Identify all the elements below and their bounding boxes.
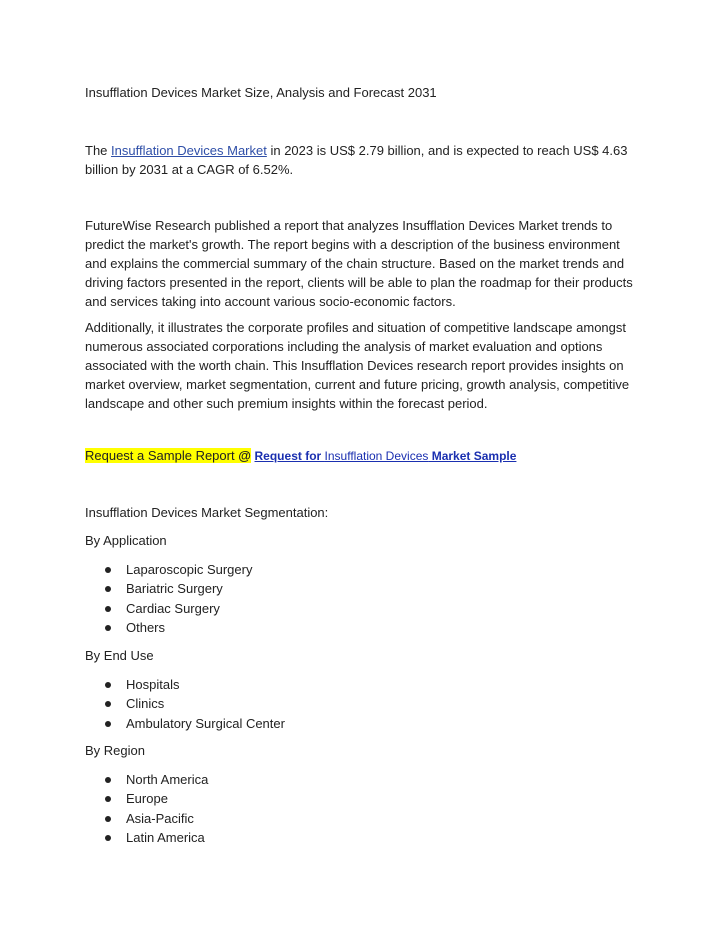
bullet-icon xyxy=(105,701,111,707)
list-item-label: Europe xyxy=(126,791,168,807)
request-sample-line xyxy=(85,448,516,463)
request-link-part-2: Insufflation Devices xyxy=(324,449,429,463)
list-item xyxy=(85,809,208,828)
list-item-label: Ambulatory Surgical Center xyxy=(126,715,285,731)
market-link[interactable]: Insufflation Devices Market xyxy=(111,143,267,158)
list-item xyxy=(85,560,252,579)
list-item-label: Bariatric Surgery xyxy=(126,581,223,597)
list-item-label: North America xyxy=(126,772,209,787)
description-paragraph-1: FutureWise Research published a report that analyzes Insufflation Devices Market trends to predict the market's growth. The report begins with a description of the business environment and explains the commercial summary of the chain structure. Based on the market trends and driving factors presented in the report, clients will be able to plan the roadmap for their products and services taking into account various socio-economic factors. xyxy=(85,218,633,309)
by-end-use-heading: By End Use xyxy=(85,648,154,663)
request-link-part-1: Request for xyxy=(254,449,325,463)
bullet-icon xyxy=(105,682,111,688)
list-item-label: Cardiac Surgery xyxy=(126,600,220,616)
list-item xyxy=(85,828,208,847)
intro-paragraph xyxy=(85,141,635,179)
list-item xyxy=(85,675,285,694)
list-item xyxy=(85,770,208,789)
intro-suffix: in 2023 is US$ 2.79 billion, and is expected to reach US$ 4.63 billion by 2031 at a CAGR of 6.52%. xyxy=(85,143,628,177)
description-paragraph-2: Additionally, it illustrates the corporate profiles and situation of competitive landscape amongst numerous associated corporations including the analysis of market evaluation and options associated with the worth chain. This Insufflation Devices research report provides insights on market overview, market segmentation, current and future pricing, growth analysis, competitive landscape and other such premium insights within the forecast period. xyxy=(85,320,630,411)
list-item xyxy=(85,694,285,713)
segmentation-heading: Insufflation Devices Market Segmentation: xyxy=(85,505,329,520)
bullet-icon xyxy=(105,567,111,573)
bullet-icon xyxy=(105,796,111,802)
by-application-heading: By Application xyxy=(85,533,167,548)
request-at-symbol: @ xyxy=(238,448,251,463)
list-item-label: Laparoscopic Surgery xyxy=(126,562,253,577)
request-link-part-3: Market Sample xyxy=(428,449,517,463)
request-sample-label: Request a Sample Report xyxy=(85,448,239,463)
list-item xyxy=(85,579,252,598)
list-item xyxy=(85,599,252,618)
list-item-label: Asia-Pacific xyxy=(126,810,194,826)
bullet-icon xyxy=(105,777,111,783)
intro-prefix: The xyxy=(85,143,112,158)
list-item xyxy=(85,789,208,808)
by-region-list xyxy=(85,770,208,847)
bullet-icon xyxy=(105,816,111,822)
list-item-label: Others xyxy=(126,619,166,635)
by-region-heading: By Region xyxy=(85,743,145,758)
by-application-list xyxy=(85,560,252,637)
bullet-icon xyxy=(105,606,111,612)
document-title: Insufflation Devices Market Size, Analysis and Forecast 2031 xyxy=(85,85,437,100)
list-item-label: Clinics xyxy=(126,696,165,712)
bullet-icon xyxy=(105,835,111,841)
bullet-icon xyxy=(105,721,111,727)
list-item-label: Latin America xyxy=(126,829,205,845)
request-sample-link[interactable] xyxy=(255,449,517,463)
bullet-icon xyxy=(105,625,111,631)
bullet-icon xyxy=(105,586,111,592)
list-item-label: Hospitals xyxy=(126,677,180,692)
list-item xyxy=(85,714,285,733)
by-end-use-list xyxy=(85,675,285,733)
list-item xyxy=(85,618,252,637)
